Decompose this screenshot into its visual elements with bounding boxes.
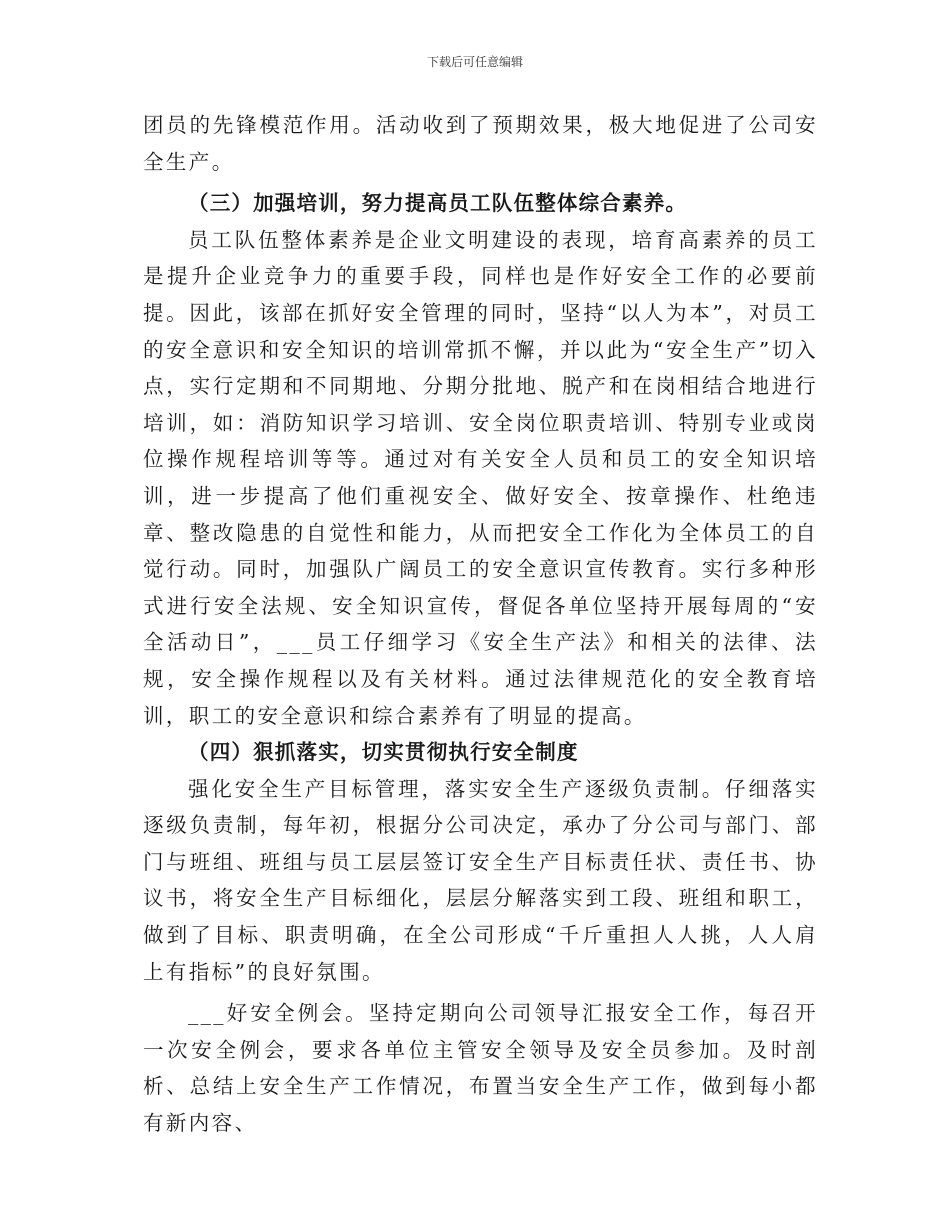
paragraph-safety-meeting: ___好安全例会。坚持定期向公司领导汇报安全工作，每召开一次安全例会，要求各单位主管安全领导及安全员参加。及时剖析、总结上安全生产工作情况，布置当安全生产工作，做到每小都有新内容、 — [143, 1001, 818, 1136]
section-heading-4: （四）狠抓落实，切实贯彻执行安全制度 — [188, 740, 579, 765]
paragraph-continuation: 团员的先锋模范作用。活动收到了预期效果，极大地促进了公司安全生产。 — [143, 113, 818, 174]
paragraph-responsibility: 强化安全生产目标管理，落实安全生产逐级负责制。仔细落实逐级负责制，每年初，根据分公司决定，承办了分公司与部门、部门与班组、班组与员工层层签订安全生产目标责任状、责任书、协议书，将安全生产目标细化，层层分解落实到工段、班组和职工，做到了目标、职责明确，在全公司形成“千斤重担人人挑，人人肩上有指标”的良好氛围。 — [143, 776, 818, 984]
paragraph-training: 员工队伍整体素养是企业文明建设的表现，培育高素养的员工是提升企业竞争力的重要手段，同样也是作好安全工作的必要前提。因此，该部在抓好安全管理的同时，坚持“以人为本”，对员工的安全意识和安全知识的培训常抓不懈，并以此为“安全生产”切入点，实行定期和不同期地、分期分批地、脱产和在岗相结合地进行培训，如：消防知识学习培训、安全岗位职责培训、特别专业或岗位操作规程培训等等。通过对有关安全人员和员工的安全知识培训，进一步提高了他们重视安全、做好安全、按章操作、杜绝违章、整改隐患的自觉性和能力，从而把安全工作化为全体员工的自觉行动。同时，加强队广阔员工的安全意识宣传教育。实行多种形式进行安全法规、安全知识宣传，督促各单位坚持开展每周的“安全活动日”，___员工仔细学习《安全生产法》和相关的法律、法规，安全操作规程以及有关材料。通过法律规范化的安全教育培训，职工的安全意识和综合素养有了明显的提高。 — [143, 227, 818, 728]
section-heading-3: （三）加强培训，努力提高员工队伍整体综合素养。 — [188, 191, 688, 216]
header-note: 下载后可任意编辑 — [426, 55, 523, 69]
document-body — [143, 107, 818, 1142]
